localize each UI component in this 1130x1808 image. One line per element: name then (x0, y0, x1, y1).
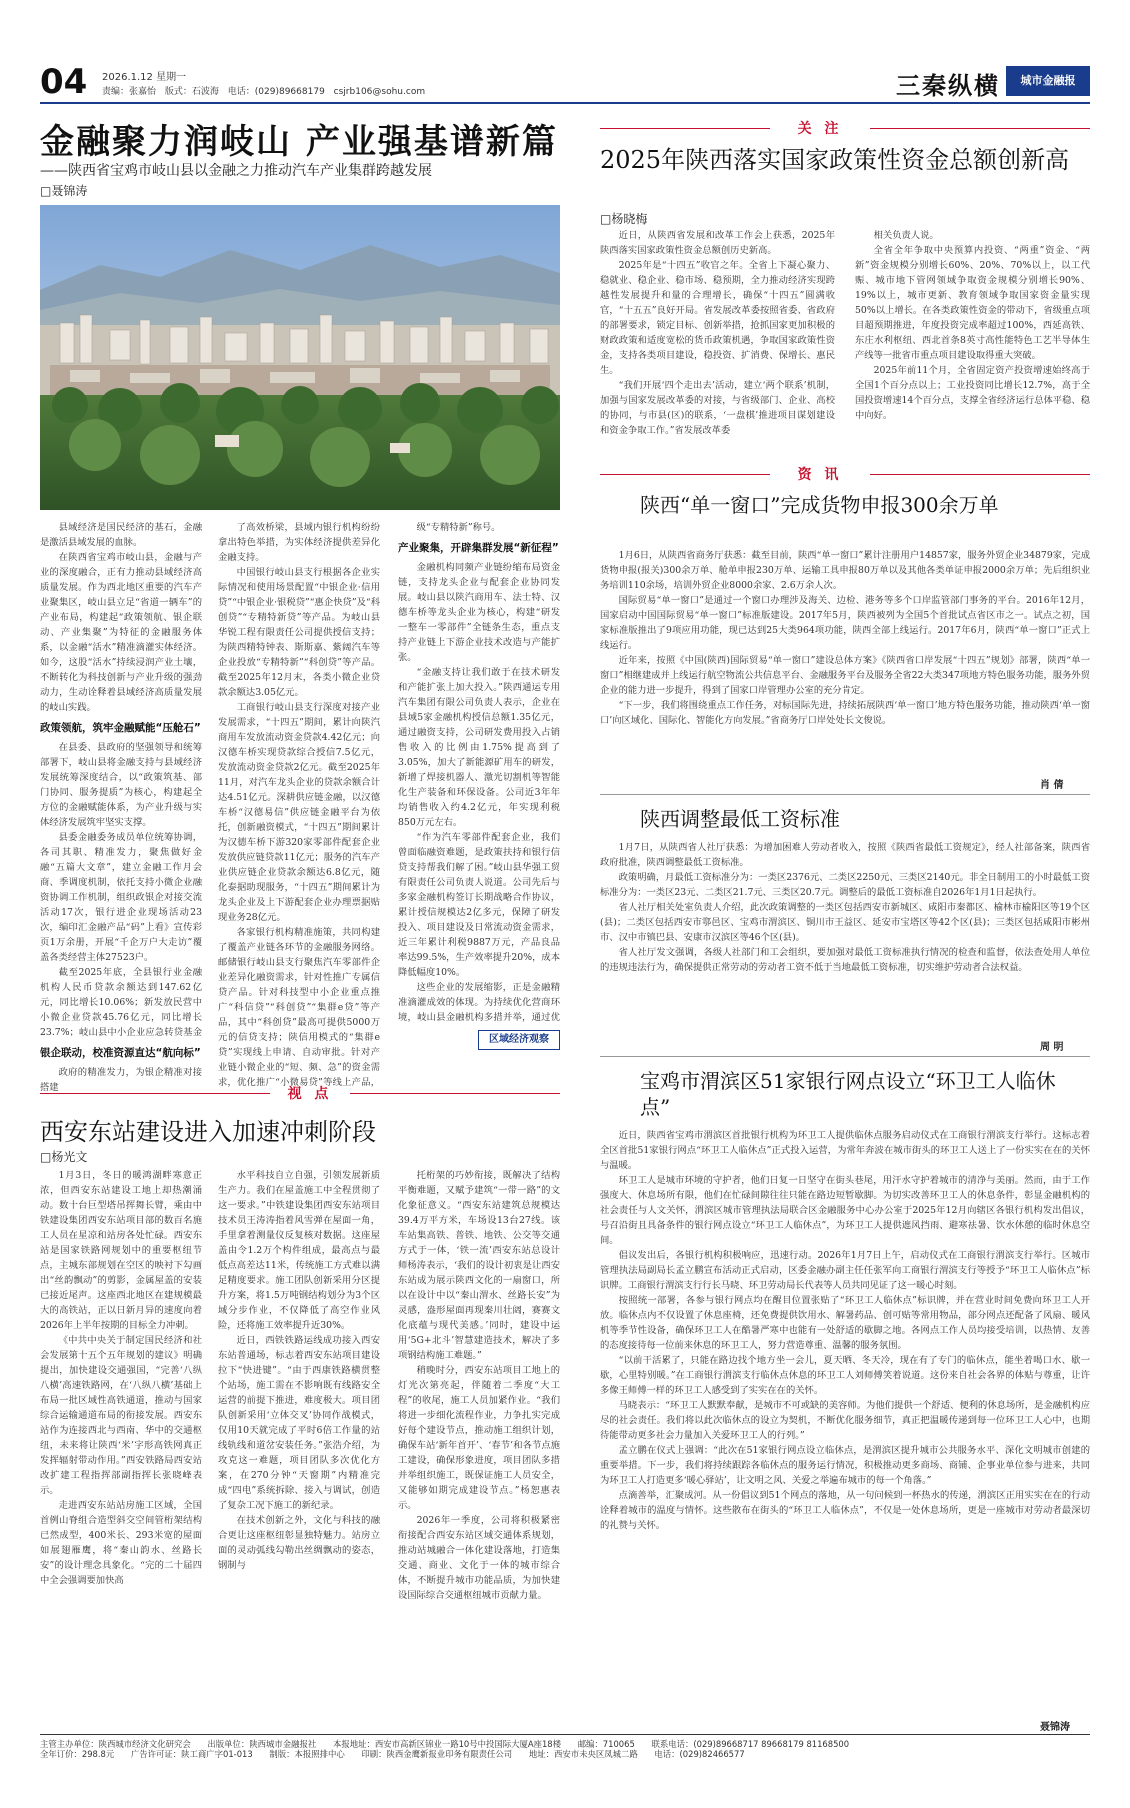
lead-author: □聂锦涛 (40, 184, 88, 198)
page-number: 04 (40, 62, 88, 102)
focus-tag-rule-right (870, 128, 1090, 129)
paragraph: 水平科技自立自强，引领发展新质生产力。我们在屋盖施工中全程贯彻了这一要求。”中铁建设集团西安东站项目技术员王涛涛指着风雪弹在屋面一角，手里拿着测量仪反复核对数据。这座屋盖由令1.2万个构件组成，最高点与最低点高差达11米，传统施工方式难以满足精度要求。施工团队创新采用分区提升方案，将1.5万吨钢结构划分为3个区域分步作业，不仅降低了高空作业风险，还将施工效率提升近30%。 (218, 1170, 380, 1331)
paragraph: “我们开展‘四个走出去’活动，建立‘两个联系’机制，加强与国家发展改革委的对接，与省级部门、企业、高校的协同，与市县(区)的联系，‘一盘棋’推进项目谋划建设和资金争取工作。”省发展改革委 (600, 380, 835, 436)
viewpoint-column-1 (40, 1168, 202, 1723)
paragraph: 马晓表示：“环卫工人默默奉献，是城市不可或缺的美容师。为他们提供一个舒适、便利的休息场所，是金融机构应尽的社会责任。我们将以此次临休点的设立为契机，不断优化服务细节，真正把温暖传递到每一位环卫工人心中，也期待能带动更多社会力量加入关爱环卫工人的行列。” (600, 1400, 1090, 1441)
paragraph: 倡议发出后，各银行机构积极响应，迅速行动。2026年1月7日上午，启动仪式在工商银行渭滨支行举行。区城市管理执法局副局长孟立鹏宣布活动正式启动，区委金融办副主任任张军向工商银行渭滨支行等授予“环卫工人临休点”标识牌。工商银行渭滨支行行长马晓、环卫劳动局长代表等人员共同见证了这一暖心时刻。 (600, 1250, 1090, 1291)
paragraph: 各家银行机构精准施策，共同构建了覆盖产业链各环节的金融服务网络。邮储银行岐山县支行聚焦汽车零部件企业差异化融资需求，针对性推广专属信贷产品。针对科技型中小企业重点推广“科信贷”“科创贷”“集群e贷”等产品，其中“科创贷”最高可提供5000万元的信贷支持；陕信用模式的“集群e贷”实现线上申请、自动审批。针对产业链小微企业的“短、频、急”的资金需求，优化推广“小微易贷”等线上产品， (218, 927, 380, 1088)
paragraph: 国际贸易“单一窗口”是通过一个窗口办理涉及海关、边检、港务等多个口岸监管部门事务的平台。2016年12月，国家启动中国国际贸易“单一窗口”标准版建设。2017年5月，陕西被列为全国5个首批试点省区市之一。试点之初，国家标准版推出了9项应用功能，现已达到25大类964项功能，陕西全部上线运行。2017年6月，陕西“单一窗口”正式上线运行。 (600, 595, 1090, 651)
imprint-footer (40, 1734, 1090, 1762)
paragraph: 中国银行岐山县支行根据各企业实际情况和使用场景配置“中银企业·信用贷”“中银企业·银税贷”“惠企快贷”及“科创贷”“专精特新贷”等产品。为岐山县华锐工程有限责任公司提供授信支持；为陕西精特钟表、斯斯嘉、紫阔汽车等企业投放“专精特新”“科创贷”等产品。截至2025年12月末，各类小微企业贷款余额达3.05亿元。 (218, 567, 380, 698)
viewpoint-tag-rule-left (40, 1093, 270, 1094)
focus-author: □杨晓梅 (600, 212, 648, 226)
viewpoint-tag-rule-right (350, 1093, 560, 1094)
lead-title: 金融聚力润岐山 产业强基谱新篇 (40, 122, 558, 162)
imprint-typesetting: 制版：本报照排中心 (269, 1749, 345, 1759)
paragraph: 1月6日，从陕西省商务厅获悉：截至目前，陕西“单一窗口”累计注册用户14857家，服务外贸企业34879家，完成货物申报(报关)300余万单、舱单申报230万单、运输工具申报80万单以及其他各类单证申报2000余万单；先后组织业务培训110余场，培训外贸企业8000余家、2.6万余人次。 (600, 550, 1090, 591)
designer: 版式：石波海 (164, 87, 219, 97)
imprint-postcode: 邮编：710065 (577, 1739, 635, 1748)
paragraph: 近日，陕西省宝鸡市渭滨区首批银行机构为环卫工人提供临休点服务启动仪式在工商银行渭滨支行举行。这标志着全区首批51家银行网点“环卫工人临休点”正式投入运营，为常年奔波在城市街头的环卫工人送上了一份实实在在的关怀与温暖。 (600, 1130, 1090, 1171)
paragraph: 走进西安东站站房施工区域，全国首例山脊组合造型斜交空间管桁架结构已然成型，400米长、293米宽的屋面如展翅雁鹰，将“秦山韵水、丝路长安”的设计理念具象化。“完的二十届四中全会强调要加快高 (40, 1500, 202, 1586)
viewpoint-column-2 (218, 1168, 380, 1723)
header-rule (40, 102, 1090, 104)
news-tag-rule-left (600, 474, 770, 475)
news-tag-rule-right (870, 474, 1090, 475)
paragraph: 级“专精特新”称号。 (416, 522, 501, 533)
news-article-2-body (600, 840, 1090, 1038)
news-section-tag: 资 讯 (797, 467, 843, 483)
paragraph: 在技术创新之外，文化与科技的融合更让这座枢纽彰显独特魅力。站房立面的灵动弧线勾勒出丝绸飘动的姿态，钢制与 (218, 1515, 380, 1571)
paragraph: 1月3日，冬日的暖鸿湖畔寒意正浓，但西安东站建设工地上却热潮涌动。数十台巨型塔吊挥舞长臂，乘由中铁建设集团西安东站项目部的数百名施工人员在星凉和站房各处忙碌。西安东站是国家铁路网规划中的重要枢纽节点，主城东部规划在空区的映衬下勾画出“丝韵飘动”的剪影，金属屋盖的安装已接近尾声。这座西北地区在建规模最大的高铁站，正以日新月异的速度向着2026年上半年按期的目标全力冲刺。 (40, 1170, 202, 1331)
paragraph: 环卫工人是城市环境的守护者，他们日复一日坚守在街头巷尾，用汗水守护着城市的清净与美丽。然而，由于工作强度大、休息场所有限，他们在忙碌间隙往往只能在路边短暂歇脚。为切实改善环卫工人的休息条件，彰显金融机构的社会责任与人文关怀，渭滨区城市管理执法局联合区金融服务中心办公室于2025年12月向辖区各银行机构发出倡议，号召沿街且具备条件的银行网点设立“环卫工人临休点”，为环卫工人提供遮风挡雨、避寒祛暑、饮水休憩的临时休息空间。 (600, 1175, 1090, 1246)
focus-title: 2025年陕西落实国家政策性资金总额创新高 (600, 146, 1070, 174)
lead-column-3 (398, 520, 560, 1025)
lead-subheading-2: 银企联动，校准资源直达“航向标” (40, 1047, 201, 1059)
regional-economy-badge: 区域经济观察 (478, 1030, 560, 1050)
news-article-1-title: 陕西“单一窗口”完成货物申报300余万单 (640, 493, 999, 517)
paragraph: 近日，从陕西省发展和改革工作会上获悉，2025年陕西落实国家政策性资金总额创历史新高。 (600, 230, 835, 256)
paragraph: 政策明确，月最低工资标准分为：一类区2376元、二类区2250元、三类区2140元。非全日制用工的小时最低工资标准分为：一类区23元、二类区21.7元、三类区20.7元。调整后的最低工资标准自2026年1月1日起执行。 (600, 872, 1090, 898)
focus-column-2 (855, 228, 1090, 458)
viewpoint-author: □杨光文 (40, 1150, 88, 1164)
imprint-row-1 (40, 1734, 1090, 1748)
email: csjrb106@sohu.com (333, 87, 426, 97)
news-article-3-body (600, 1128, 1090, 1718)
lead-column-1 (40, 520, 202, 1040)
paragraph: “金融支持让我们敢于在技术研发和产能扩张上加大投入。”陕西通运专用汽车集团有限公司负责人表示，企业在县域5家金融机构授信总额1.35亿元，通过融资支持，公司研发费用投入占销售收入的比例由1.75%提高到了3.05%，加大了新能源矿用车的研发，新增了焊接机器人、激光切割机等智能化生产装备和环保设备。公司近3年年均销售收入约4.2亿元，年实现利税850万元左右。 (398, 667, 560, 828)
lead-subheading-3: 产业聚集，开辟集群发展“新征程” (398, 542, 559, 554)
paragraph: 省人社厅发文强调，各级人社部门和工会组织，要加强对最低工资标准执行情况的检查和监督，依法查处用人单位的违规违法行为，确保提供正常劳动的劳动者工资不低于当地最低工资标准，切实维护劳动者合法权益。 (600, 947, 1090, 973)
imprint-address: 本报地址：西安市高新区锦业一路10号中投国际大厦A座18楼 (332, 1739, 562, 1748)
paragraph: 按照统一部署，各参与银行网点均在醒目位置张贴了“环卫工人临休点”标识牌，并在营业时间免费向环卫工人开放。临休点内不仅设置了休息座椅，还免费提供饮用水、解暑药品、创可贴等常用物品，部分网点还配备了风扇、暖风机等季节性设备，确保环卫工人在酷暑严寒中也能有一处舒适的歇脚之地。各网点工作人员均接受培训，以热情、友善的态度接待每一位前来休息的环卫工人，努力营造尊重、温馨的服务氛围。 (600, 1295, 1090, 1351)
focus-column-1 (600, 228, 835, 458)
paragraph: 县域经济是国民经济的基石，金融是激活县域发展的血脉。 (40, 522, 202, 548)
imprint-sponsor: 主管主办单位：陕西城市经济文化研究会 (40, 1739, 191, 1748)
paragraph: 了高效桥梁，县域内银行机构纷纷拿出特色举措，为实体经济提供差异化金融支持。 (218, 522, 380, 563)
viewpoint-title: 西安东站建设进入加速冲刺阶段 (40, 1118, 376, 1146)
viewpoint-column-3 (398, 1168, 560, 1723)
paragraph: 县委金融委务成员单位统筹协调，各司其职、精准发力，聚焦做好金融“五篇大文章”，建立金融工作月会商、季调度机制，依托支持小微企业融资协调工作机制，组织政银企对接交流活动17次，银行进企业现场活动23次，编印汇金融产品“码”上看》宣传彩页1万余册，开展“千企万户大走访”覆盖各类经营主体27523户。 (40, 832, 202, 963)
paragraph: 近日，西铁铁路运线成功接入西安东站普通场，标志着西安东站项目建设拉下“快进键”。“由于西康铁路横贯整个站场，施工需在不影响既有线路安全运营的前提下推进，难度极大。项目团队创新采用‘立体交叉’协同作战模式，仅用10天就完成了平时6倍工作量的站线轨线和道岔安装任务。”张浩介绍，为攻克这一难题，项目团队多次优化方案，在270分钟“天窗期”内精准完成“四电”系统拆除、接入与调试，创造了复杂工况下施工的新纪录。 (218, 1335, 380, 1511)
divider (600, 1056, 1090, 1057)
news-article-3-sign: 聂锦涛 (1040, 1722, 1070, 1733)
imprint-printer: 印刷：陕西金鹰新报业印务有限责任公司 (361, 1749, 513, 1759)
imprint-publisher: 出版单位：陕西城市金融报社 (207, 1739, 317, 1748)
paragraph: 这些企业的发展缩影，正是金融精准滴灌成效的体现。为持续优化营商环境，岐山县金融机构多措并举，通过优 (398, 982, 560, 1023)
paragraph: 金融机构同频产业链纷缩布局资金链，支持龙头企业与配套企业协同发展。岐山县以陕汽商用车、法士特、汉德车桥等龙头企业为核心，构建“研发一整车一零部件”全链条生态，重点支持产业链上下游企业技术改造与产能扩张。 (398, 562, 560, 663)
lead-subheading-1: 政策领航，筑牢金融赋能“压舱石” (40, 722, 201, 734)
paragraph: 政府的精准发力，为银企精准对接搭建 (40, 1067, 202, 1093)
paragraph: 点滴善举，汇聚成河。从一份倡议到51个网点的落地，从一句问候到一杯热水的传递，渭滨区正用实实在在的行动诠释着城市的温度与情怀。这些散布在街头的“环卫工人临休点”，不仅是一处休息场所，更是一座城市对劳动者最深切的礼赞与关怀。 (600, 1490, 1090, 1531)
lead-subtitle: ——陕西省宝鸡市岐山县以金融之力推动汽车产业集群跨越发展 (40, 163, 432, 179)
paragraph: 2026年一季度，公司将积极紧密衔接配合西安东站区域交通体系规划，推动站城融合一体化建设落地，打造集交通、商业、文化于一体的城市综合体，不断提升城市功能品质，为加快建设国际综合交通枢纽城市贡献力量。 (398, 1515, 560, 1601)
paragraph: 2025年前11个月，全省固定资产投资增速始终高于全国1个百分点以上；工业投资同比增长12.7%，高于全国投资增速14个百分点，支撑全省经济运行总体平稳、稳中向好。 (855, 365, 1090, 421)
imprint-printer-address: 地址：西安市未央区凤城二路 (528, 1749, 638, 1759)
paragraph: 截至2025年底，全县银行业金融机构人民币贷款余额达到147.62亿元，同比增长10.06%；新发放民营中小微企业贷款45.76亿元，同比增长23.7%；岐山县中小企业应急转贷基金 (40, 967, 202, 1038)
paragraph: 在县委、县政府的坚强领导和统筹部署下，岐山县将金融支持与县域经济发展统筹深度结合，以“政策筑基、部门协同、服务提质”为核心，构建起全方位的金融赋能体系，为产业升级与实体经济发展筑牢坚实支撑。 (40, 742, 202, 828)
focus-section-tag: 关 注 (797, 121, 843, 137)
paragraph: 在陕西省宝鸡市岐山县，金融与产业的深度融合，正有力推动县域经济高质量发展。作为西北地区重要的汽车产业聚集区，岐山县立足“省道一辆车”的产业布局，构建起“政策领航、银企联动、产业集聚”为特征的金融服务体系，以金融“活水”精准滴灌实体经济。如今，这股“活水”持续浸润产业土壤，不断转化为科技创新与产业升级的强劲动力，生动诠释着县域经济高质量发展的岐山实践。 (40, 552, 202, 713)
paragraph: “作为汽车零部件配套企业，我们曾面临融资难题，是政策扶持和银行信贷支持帮我们解了困。”岐山县华强工贸有限责任公司负责人说道。公司先后与多家金融机构签订长期战略合作协议，累计授信规模达2亿多元，保障了研发投入、项目建设及日常流动资金需求，近三年累计利税9887万元，产品良品率达99.5%，生产效率提升20%，成本降低幅度10%。 (398, 832, 560, 978)
paragraph: 全省全年争取中央预算内投资、“两重”资金、“两新”资金规模分别增长60%、20%、70%以上，以工代赈、城市地下管网领域争取资金规模分别增长90%、19%以上，城市更新、教育领域争取国家资金量实现50%以上增长。在各类政策性资金的带动下，省级重点项目超预期推进，年度投资完成率超过100%，西延高铁、东庄水利枢纽、西北首条8英寸高性能特色工艺半导体生产线等一批省市重点项目建设取得重大突破。 (855, 245, 1090, 361)
editor-info (102, 84, 431, 97)
paragraph: 孟立鹏在仪式上强调：“此次在51家银行网点设立临休点，是渭滨区提升城市公共服务水平、深化文明城市创建的重要举措。下一步，我们将持续跟踪各临休点的服务运行情况，积极推动更多商场、商铺、企事业单位参与进来，共同为环卫工人打造更多‘暖心驿站’，让文明之风、关爱之举遍布城市的每一个角落。” (600, 1445, 1090, 1486)
paragraph: 1月7日，从陕西省人社厅获悉：为增加困难人劳动者收入，按照《陕西省最低工资规定》，经人社部备案，陕西省政府批准，陕西调整最低工资标准。 (600, 842, 1090, 868)
editor: 责编：张嘉怡 (102, 87, 157, 97)
lead-photo-city-landscape (40, 205, 560, 510)
news-article-3-title: 宝鸡市渭滨区51家银行网点设立“环卫工人临休点” (640, 1069, 1056, 1119)
news-article-2-sign: 周 明 (1040, 1042, 1064, 1053)
paragraph: 《中共中央关于制定国民经济和社会发展第十五个五年规划的建议》明确提出，加快建设交通强国，“完善‘八纵八横’高速铁路网，在‘八纵八横’基础上布局一批区域性高铁通道，推动与国家综合运输通道布局的衔接发展。西安东站作为连接西北与西南、华中的交通枢纽，未来将让陕西‘米’字形高铁网真正发挥辐射带动作用。”西安铁路局西安站改扩建工程指挥部副指挥长张晓峰表示。 (40, 1335, 202, 1496)
imprint-price: 全年订价：298.8元 (40, 1749, 115, 1759)
lead-column-2 (218, 520, 380, 1090)
newspaper-name: 城市金融报 (1006, 66, 1090, 96)
paragraph: 省人社厅相关处室负责人介绍，此次政策调整的一类区包括西安市新城区、咸阳市秦都区、榆林市榆阳区等19个区(县)；二类区包括西安市鄠邑区、宝鸡市渭滨区、铜川市王益区、延安市宝塔区等42个区(县)；三类区包括咸阳市彬州市、汉中市镇巴县、安康市汉滨区等46个区(县)。 (600, 902, 1090, 943)
imprint-printer-phone: 电话：(029)82466577 (654, 1749, 745, 1759)
issue-date: 2026.1.12 星期一 (102, 72, 187, 83)
news-article-1-sign: 肖 倩 (1040, 780, 1064, 791)
phone: 电话：(029)89668179 (227, 87, 325, 97)
masthead (40, 62, 1090, 112)
paragraph: 稍晚时分，西安东站项目工地上的灯光次第亮起，伴随着二季度“大工程”的收尾，施工人员加紧作业。“我们将进一步细化流程作业，力争扎实完成好每个建设节点，推动施工组织计划，确保车站‘新年首开’、‘春节’和各节点施工建设，确保形象进度，项目团队多措并举组织施工，既保证施工人员安全，又能够如期完成建设节点。”杨恕惠表示。 (398, 1365, 560, 1511)
imprint-row-2 (40, 1748, 1090, 1762)
paragraph: “以前干活累了，只能在路边找个地方坐一会儿，夏天晒、冬天冷，现在有了专门的临休点，能坐着喝口水、歇一歇，心里特别暖。”在工商银行渭滨支行临休点休息的环卫工人刘师傅笑着说道。这份来自社会各界的体贴与尊重，让许多像王师傅一样的环卫工人感受到了实实在在的关怀。 (600, 1355, 1090, 1396)
viewpoint-section-tag: 视 点 (287, 1086, 333, 1102)
focus-tag-rule-left (600, 128, 770, 129)
paragraph: 托桁架的巧妙衔接，既解决了结构平衡难题，又赋予建筑“一带一路”的文化象征意义。“西安东站建筑总规模达39.4万平方米，车场设13台27线。该车站集高铁、普铁、地铁、公交等交通方式于一体，‘铁一流’西安东站总设计师杨涛表示，‘我们的设计初衷是让西安东站成为展示陕西文化的一扇窗口，所以在设计中以“秦山渭水、丝路长安”为灵感，盎形屋面再现秦川壮阔，赛赛文化底蕴与现代美感。’同时，建设中运用‘5G+北斗’智慧建造技术，解决了多项钢结构施工难题。” (398, 1170, 560, 1361)
lead-column-1-bottom (40, 1040, 202, 1100)
section-name: 三秦纵横 (896, 72, 1000, 100)
paragraph: 2025年是“十四五”收官之年。全省上下凝心聚力、稳就业、稳企业、稳市场、稳预期，全力推动经济实现跨越性发展提升和量的合理增长，确保“十四五”圆满收官，“十五五”良好开局。省发展改革委按照省委、省政府的部署要求，锁定目标、创新举措，抢抓国家更加积极的财政政策和适度宽松的货币政策机遇，争取国家政策性资金，支持各类项目建设，稳投资、扩消费、保增长、惠民生。 (600, 260, 835, 376)
paragraph: “下一步，我们将围绕重点工作任务，对标国际先进，持续拓展陕西‘单一窗口’地方特色服务功能，推动陕西‘单一窗口’向区域化、国际化、智能化方向发展。”省商务厅口岸处处长文俊说。 (600, 700, 1090, 726)
news-article-2-title: 陕西调整最低工资标准 (640, 807, 840, 831)
paragraph: 近年来，按照《中国(陕西)国际贸易“单一窗口”建设总体方案》《陕西省口岸发展“十四五”规划》部署，陕西“单一窗口”相继建成并上线运行航空物流公共信息平台、金融服务平台及服务全省22大类347项地方特色服务功能，服务外贸企业的能力进一步提升，得到了国家口岸管理办公室的充分肯定。 (600, 655, 1090, 696)
imprint-phone: 联系电话：(029)89668717 89668179 81168500 (651, 1739, 850, 1748)
divider (600, 794, 1090, 795)
paragraph: 相关负责人说。 (873, 230, 939, 241)
paragraph: 工商银行岐山县支行深度对接产业发展需求，“十四五”期间，累计向陕汽商用车发放流动资金贷款4.42亿元；向汉德车桥实现贷款综合授信7.5亿元，发放流动资金贷款2亿元。截至2025年11月，对汽车龙头企业的贷款余额合计达4.51亿元。深耕供应链金融，以汉德车桥“汉德易信”供应链金融平台为依托，创新融资模式，“十四五”期间累计为汉德车桥下游320家零部件配套企业发放供应链贷款11亿元；服务的汽车产业供应链企业贷款余额达6.8亿元，随化泰据助现服务，“十四五”期间累计为龙头企业及上下游配套企业办理票据贴现业务28亿元。 (218, 702, 380, 923)
news-article-1-body (600, 548, 1090, 776)
imprint-ad-license: 广告许可证：陕工商广字01-013 (130, 1749, 253, 1759)
